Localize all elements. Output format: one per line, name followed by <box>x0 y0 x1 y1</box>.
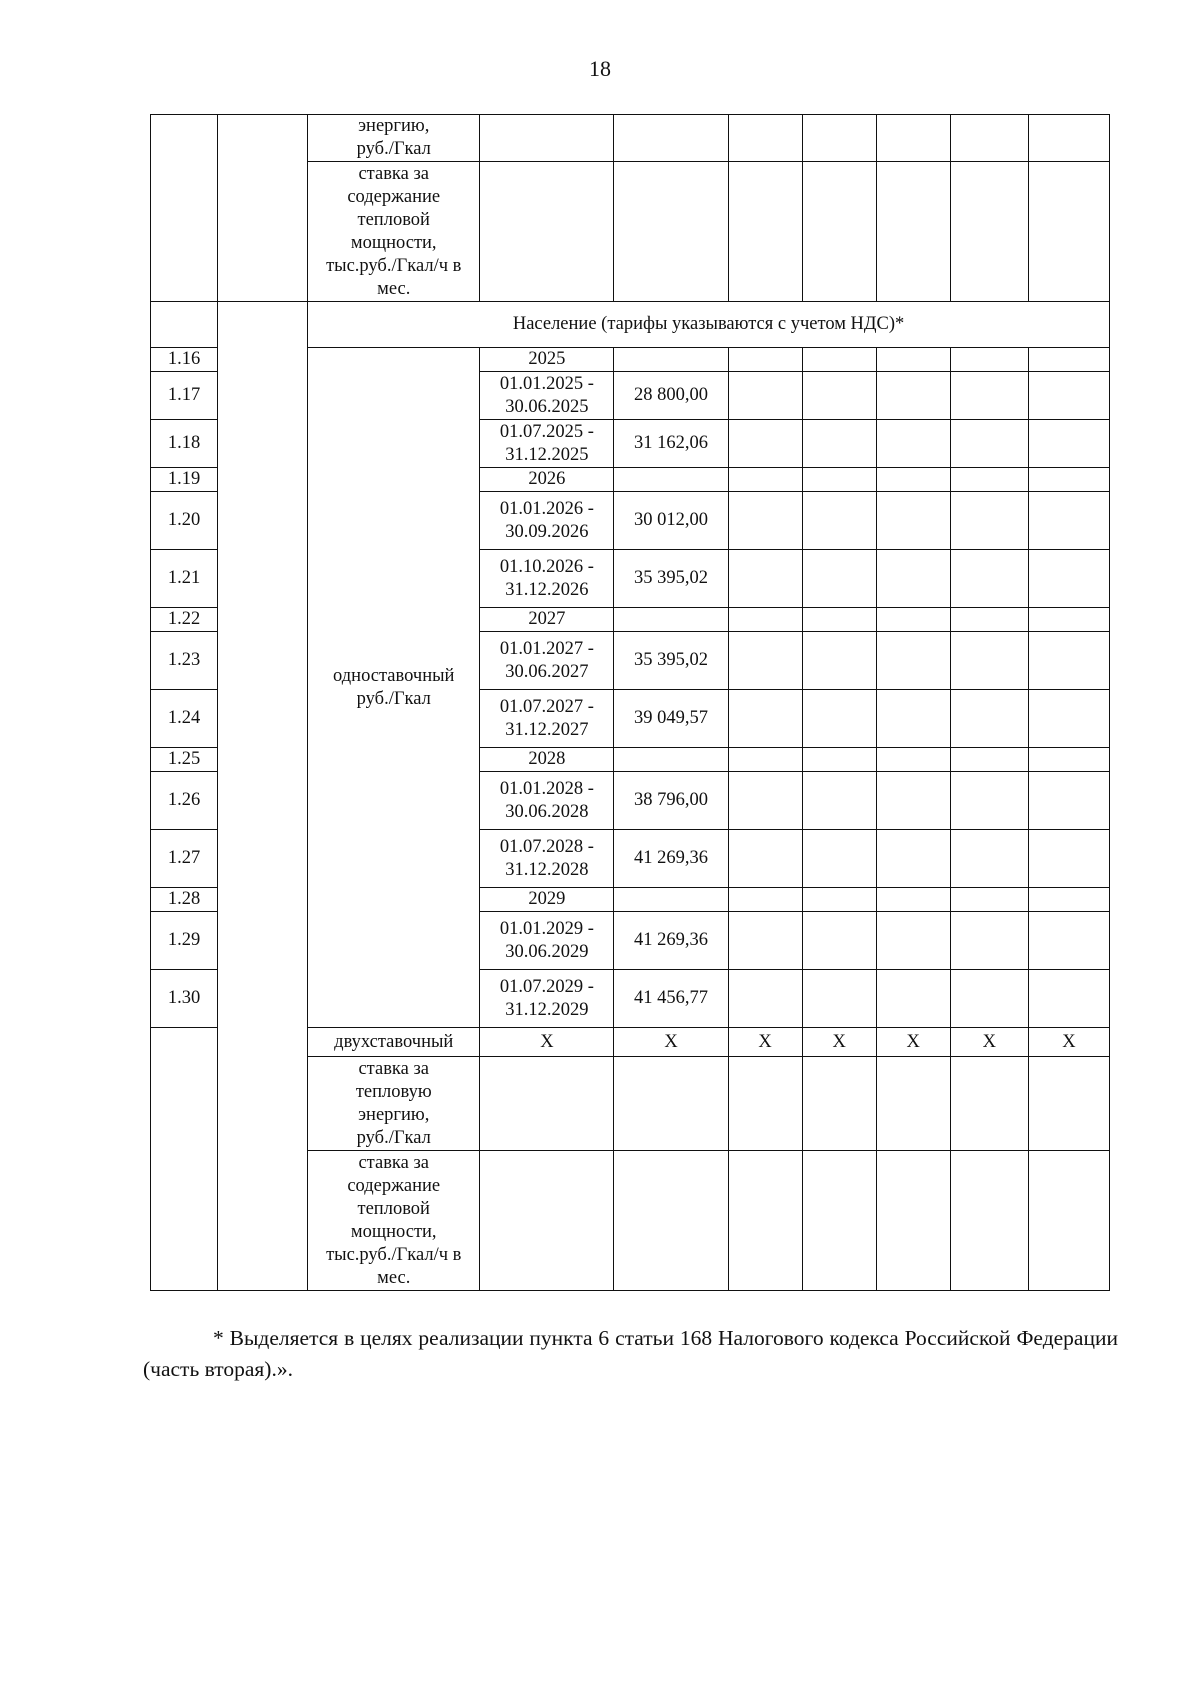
value-cell <box>876 468 950 492</box>
rate-label-cell: ставка за тепловую энергию, руб./Гкал <box>308 1057 480 1151</box>
value-cell <box>876 772 950 830</box>
tariff-value: 39 049,57 <box>614 690 728 748</box>
value-cell <box>876 748 950 772</box>
table-row <box>151 115 1110 162</box>
value-cell <box>1028 468 1109 492</box>
period-cell: 01.07.2027 - 31.12.2027 <box>480 690 614 748</box>
row-number: 1.16 <box>151 348 218 372</box>
value-cell <box>728 372 802 420</box>
value-cell <box>950 888 1028 912</box>
value-cell <box>1028 372 1109 420</box>
value-cell <box>1028 830 1109 888</box>
tariff-value: 41 269,36 <box>614 912 728 970</box>
period-cell: 01.10.2026 - 31.12.2026 <box>480 550 614 608</box>
value-cell <box>876 115 950 162</box>
tariff-value: 31 162,06 <box>614 420 728 468</box>
value-cell <box>950 632 1028 690</box>
value-cell <box>950 420 1028 468</box>
value-cell <box>728 1151 802 1291</box>
period-cell: 01.01.2027 - 30.06.2027 <box>480 632 614 690</box>
value-cell <box>728 550 802 608</box>
value-cell <box>950 115 1028 162</box>
row-number: 1.21 <box>151 550 218 608</box>
value-cell <box>876 492 950 550</box>
value-cell <box>728 970 802 1028</box>
period-cell: 01.01.2026 - 30.09.2026 <box>480 492 614 550</box>
value-cell <box>480 115 614 162</box>
period-cell: 01.01.2029 - 30.06.2029 <box>480 912 614 970</box>
single-rate-label: одноставочный руб./Гкал <box>308 348 480 1028</box>
value-cell <box>1028 772 1109 830</box>
row-number: 1.24 <box>151 690 218 748</box>
period-cell: 01.07.2028 - 31.12.2028 <box>480 830 614 888</box>
tariff-value <box>614 748 728 772</box>
period-cell: 2028 <box>480 748 614 772</box>
tariff-value <box>614 608 728 632</box>
value-cell <box>950 550 1028 608</box>
value-cell <box>728 115 802 162</box>
value-cell <box>802 420 876 468</box>
value-cell <box>1028 632 1109 690</box>
value-cell <box>1028 115 1109 162</box>
value-cell <box>802 690 876 748</box>
tariff-table <box>150 114 1110 1291</box>
value-cell <box>950 1151 1028 1291</box>
value-cell <box>802 912 876 970</box>
row-number: 1.23 <box>151 632 218 690</box>
row-number: 1.26 <box>151 772 218 830</box>
value-cell <box>1028 912 1109 970</box>
value-cell <box>950 372 1028 420</box>
value-cell <box>1028 348 1109 372</box>
period-cell: 01.01.2025 - 30.06.2025 <box>480 372 614 420</box>
value-cell <box>1028 162 1109 302</box>
value-cell <box>802 632 876 690</box>
value-cell <box>876 372 950 420</box>
value-cell <box>802 115 876 162</box>
page-number: 18 <box>589 56 611 81</box>
value-cell <box>1028 748 1109 772</box>
value-cell <box>728 632 802 690</box>
value-cell <box>876 608 950 632</box>
value-cell <box>1028 690 1109 748</box>
value-cell <box>728 420 802 468</box>
x-mark: X <box>614 1028 728 1057</box>
tariff-value: 30 012,00 <box>614 492 728 550</box>
value-cell <box>802 348 876 372</box>
value-cell <box>876 162 950 302</box>
value-cell <box>876 690 950 748</box>
x-mark: X <box>728 1028 802 1057</box>
period-cell: 2027 <box>480 608 614 632</box>
value-cell <box>876 1151 950 1291</box>
value-cell <box>802 492 876 550</box>
value-cell <box>1028 492 1109 550</box>
rate-label-cell: ставка за содержание тепловой мощности, тыс.руб./Гкал/ч в мес. <box>308 162 480 302</box>
value-cell <box>876 550 950 608</box>
value-cell <box>728 748 802 772</box>
period-cell: 2025 <box>480 348 614 372</box>
row-number: 1.20 <box>151 492 218 550</box>
value-cell <box>802 1057 876 1151</box>
value-cell <box>876 912 950 970</box>
value-cell <box>728 608 802 632</box>
value-cell <box>728 492 802 550</box>
number-cell-empty <box>151 1028 218 1291</box>
number-cell-empty <box>151 302 218 348</box>
value-cell <box>950 492 1028 550</box>
x-mark: X <box>950 1028 1028 1057</box>
value-cell <box>728 468 802 492</box>
value-cell <box>950 830 1028 888</box>
value-cell <box>950 690 1028 748</box>
value-cell <box>950 162 1028 302</box>
table-row <box>151 302 1110 348</box>
value-cell <box>614 1057 728 1151</box>
value-cell <box>802 372 876 420</box>
period-cell: 2026 <box>480 468 614 492</box>
value-cell <box>802 888 876 912</box>
section-header: Население (тарифы указываются с учетом НДС)* <box>308 302 1110 348</box>
value-cell <box>1028 550 1109 608</box>
rate-label-cell: энергию, руб./Гкал <box>308 115 480 162</box>
value-cell <box>876 1057 950 1151</box>
value-cell <box>728 912 802 970</box>
value-cell <box>1028 970 1109 1028</box>
value-cell <box>876 420 950 468</box>
value-cell <box>950 748 1028 772</box>
value-cell <box>728 162 802 302</box>
row-number: 1.30 <box>151 970 218 1028</box>
tariff-value <box>614 888 728 912</box>
footnote: * Выделяется в целях реализации пункта 6 статьи 168 Налогового кодекса Российской Федерации (часть вторая).». <box>143 1326 1118 1381</box>
tariff-value <box>614 468 728 492</box>
period-cell: 01.07.2025 - 31.12.2025 <box>480 420 614 468</box>
x-mark: X <box>876 1028 950 1057</box>
value-cell <box>614 162 728 302</box>
value-cell <box>876 632 950 690</box>
value-cell <box>1028 608 1109 632</box>
tariff-value: 41 269,36 <box>614 830 728 888</box>
value-cell <box>876 348 950 372</box>
value-cell <box>950 348 1028 372</box>
value-cell <box>802 772 876 830</box>
row-number: 1.27 <box>151 830 218 888</box>
value-cell <box>950 772 1028 830</box>
value-cell <box>728 830 802 888</box>
rate-label-cell: ставка за содержание тепловой мощности, тыс.руб./Гкал/ч в мес. <box>308 1151 480 1291</box>
value-cell <box>802 1151 876 1291</box>
value-cell <box>950 468 1028 492</box>
row-number: 1.17 <box>151 372 218 420</box>
value-cell <box>802 748 876 772</box>
value-cell <box>802 162 876 302</box>
value-cell <box>950 1057 1028 1151</box>
value-cell <box>950 608 1028 632</box>
value-cell <box>802 608 876 632</box>
tariff-value: 38 796,00 <box>614 772 728 830</box>
value-cell <box>728 690 802 748</box>
group-cell <box>218 302 308 1291</box>
row-number: 1.19 <box>151 468 218 492</box>
row-number: 1.22 <box>151 608 218 632</box>
row-number: 1.29 <box>151 912 218 970</box>
value-cell <box>802 830 876 888</box>
value-cell <box>728 348 802 372</box>
value-cell <box>802 970 876 1028</box>
tariff-value: 28 800,00 <box>614 372 728 420</box>
value-cell <box>728 888 802 912</box>
tariff-value: 35 395,02 <box>614 632 728 690</box>
period-cell: 2029 <box>480 888 614 912</box>
tariff-value: 41 456,77 <box>614 970 728 1028</box>
period-cell: 01.01.2028 - 30.06.2028 <box>480 772 614 830</box>
value-cell <box>802 468 876 492</box>
period-cell: 01.07.2029 - 31.12.2029 <box>480 970 614 1028</box>
row-number: 1.25 <box>151 748 218 772</box>
x-mark: X <box>802 1028 876 1057</box>
value-cell <box>1028 420 1109 468</box>
x-mark: X <box>480 1028 614 1057</box>
value-cell <box>480 1057 614 1151</box>
number-cell-empty <box>151 115 218 302</box>
table-body <box>151 115 1110 1291</box>
value-cell <box>876 888 950 912</box>
value-cell <box>728 1057 802 1151</box>
tariff-value: 35 395,02 <box>614 550 728 608</box>
value-cell <box>876 970 950 1028</box>
value-cell <box>802 550 876 608</box>
value-cell <box>950 970 1028 1028</box>
value-cell <box>728 772 802 830</box>
tariff-value <box>614 348 728 372</box>
value-cell <box>614 115 728 162</box>
row-number: 1.28 <box>151 888 218 912</box>
value-cell <box>1028 888 1109 912</box>
value-cell <box>480 162 614 302</box>
value-cell <box>480 1151 614 1291</box>
x-mark: X <box>1028 1028 1109 1057</box>
value-cell <box>876 830 950 888</box>
group-cell-top <box>218 115 308 302</box>
value-cell <box>1028 1057 1109 1151</box>
value-cell <box>614 1151 728 1291</box>
value-cell <box>950 912 1028 970</box>
row-number: 1.18 <box>151 420 218 468</box>
value-cell <box>1028 1151 1109 1291</box>
two-rate-label: двухставочный <box>308 1028 480 1057</box>
